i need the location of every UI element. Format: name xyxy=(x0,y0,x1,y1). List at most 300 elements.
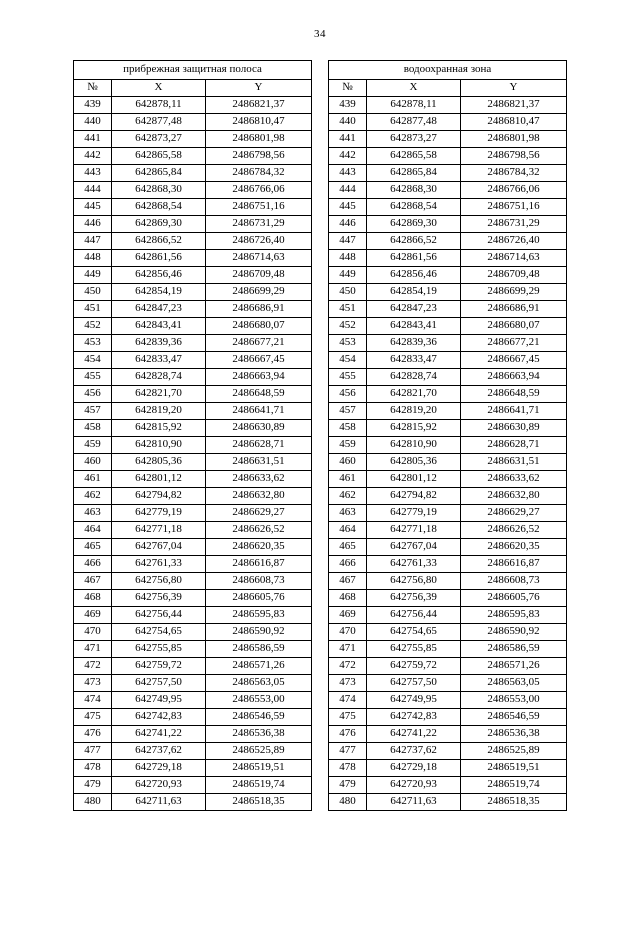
cell-number: 467 xyxy=(329,573,367,590)
cell-number: 465 xyxy=(329,539,367,556)
cell-x: 642720,93 xyxy=(367,777,461,794)
table-row xyxy=(329,403,567,420)
cell-number: 445 xyxy=(329,199,367,216)
cell-number: 443 xyxy=(329,165,367,182)
cell-y: 2486631,51 xyxy=(206,454,312,471)
cell-y: 2486630,89 xyxy=(461,420,567,437)
table-row xyxy=(329,726,567,743)
table-body-right xyxy=(329,97,567,811)
table-row xyxy=(329,437,567,454)
cell-x: 642805,36 xyxy=(367,454,461,471)
cell-y: 2486626,52 xyxy=(461,522,567,539)
cell-x: 642720,93 xyxy=(112,777,206,794)
table-row xyxy=(74,726,312,743)
table-row xyxy=(74,607,312,624)
cell-y: 2486608,73 xyxy=(206,573,312,590)
cell-number: 447 xyxy=(329,233,367,250)
table-row xyxy=(329,148,567,165)
cell-number: 466 xyxy=(74,556,112,573)
cell-number: 470 xyxy=(74,624,112,641)
cell-number: 444 xyxy=(74,182,112,199)
table-row xyxy=(329,522,567,539)
cell-x: 642828,74 xyxy=(112,369,206,386)
table-row xyxy=(74,624,312,641)
cell-y: 2486605,76 xyxy=(206,590,312,607)
cell-x: 642801,12 xyxy=(367,471,461,488)
table-row xyxy=(74,590,312,607)
cell-x: 642868,30 xyxy=(367,182,461,199)
cell-number: 452 xyxy=(74,318,112,335)
cell-y: 2486709,48 xyxy=(206,267,312,284)
cell-number: 453 xyxy=(74,335,112,352)
table-row xyxy=(329,454,567,471)
cell-number: 448 xyxy=(329,250,367,267)
table-row xyxy=(74,182,312,199)
cell-x: 642865,58 xyxy=(367,148,461,165)
cell-y: 2486553,00 xyxy=(206,692,312,709)
table-row xyxy=(74,148,312,165)
cell-y: 2486633,62 xyxy=(206,471,312,488)
cell-number: 439 xyxy=(329,97,367,114)
cell-x: 642755,85 xyxy=(367,641,461,658)
cell-x: 642828,74 xyxy=(367,369,461,386)
cell-y: 2486677,21 xyxy=(461,335,567,352)
cell-number: 461 xyxy=(329,471,367,488)
cell-x: 642821,70 xyxy=(367,386,461,403)
cell-x: 642749,95 xyxy=(112,692,206,709)
table-row xyxy=(74,675,312,692)
cell-number: 477 xyxy=(329,743,367,760)
table-row xyxy=(329,471,567,488)
cell-x: 642805,36 xyxy=(112,454,206,471)
cell-number: 469 xyxy=(74,607,112,624)
cell-x: 642815,92 xyxy=(367,420,461,437)
cell-x: 642865,84 xyxy=(367,165,461,182)
cell-y: 2486801,98 xyxy=(206,131,312,148)
cell-y: 2486631,51 xyxy=(461,454,567,471)
cell-x: 642819,20 xyxy=(367,403,461,420)
table-row xyxy=(329,267,567,284)
cell-y: 2486563,05 xyxy=(206,675,312,692)
cell-x: 642756,39 xyxy=(367,590,461,607)
cell-y: 2486629,27 xyxy=(461,505,567,522)
cell-number: 447 xyxy=(74,233,112,250)
cell-x: 642873,27 xyxy=(367,131,461,148)
column-header-y: Y xyxy=(206,80,312,97)
table-caption-row xyxy=(329,61,567,80)
table-row xyxy=(74,709,312,726)
cell-number: 467 xyxy=(74,573,112,590)
table-row xyxy=(329,590,567,607)
cell-x: 642771,18 xyxy=(367,522,461,539)
table-row xyxy=(329,573,567,590)
cell-number: 454 xyxy=(74,352,112,369)
cell-number: 453 xyxy=(329,335,367,352)
cell-y: 2486571,26 xyxy=(206,658,312,675)
cell-x: 642821,70 xyxy=(112,386,206,403)
table-row xyxy=(329,709,567,726)
cell-number: 471 xyxy=(74,641,112,658)
cell-y: 2486605,76 xyxy=(461,590,567,607)
cell-number: 469 xyxy=(329,607,367,624)
cell-number: 455 xyxy=(74,369,112,386)
cell-number: 459 xyxy=(74,437,112,454)
table-row xyxy=(329,556,567,573)
cell-number: 451 xyxy=(74,301,112,318)
table-row xyxy=(74,641,312,658)
cell-number: 456 xyxy=(329,386,367,403)
cell-x: 642833,47 xyxy=(112,352,206,369)
table-row xyxy=(329,318,567,335)
cell-number: 439 xyxy=(74,97,112,114)
cell-x: 642742,83 xyxy=(367,709,461,726)
table-row xyxy=(74,760,312,777)
cell-number: 442 xyxy=(329,148,367,165)
cell-x: 642865,58 xyxy=(112,148,206,165)
cell-y: 2486586,59 xyxy=(461,641,567,658)
cell-x: 642779,19 xyxy=(367,505,461,522)
cell-y: 2486620,35 xyxy=(461,539,567,556)
cell-number: 462 xyxy=(329,488,367,505)
cell-x: 642878,11 xyxy=(112,97,206,114)
cell-y: 2486546,59 xyxy=(206,709,312,726)
cell-y: 2486686,91 xyxy=(206,301,312,318)
table-row xyxy=(329,760,567,777)
cell-x: 642711,63 xyxy=(112,794,206,811)
cell-x: 642868,30 xyxy=(112,182,206,199)
cell-x: 642801,12 xyxy=(112,471,206,488)
table-row xyxy=(74,386,312,403)
cell-y: 2486629,27 xyxy=(206,505,312,522)
cell-x: 642843,41 xyxy=(367,318,461,335)
table-row xyxy=(329,743,567,760)
table-row xyxy=(74,267,312,284)
cell-number: 452 xyxy=(329,318,367,335)
table-row xyxy=(329,488,567,505)
cell-x: 642729,18 xyxy=(112,760,206,777)
cell-number: 440 xyxy=(329,114,367,131)
cell-y: 2486663,94 xyxy=(206,369,312,386)
cell-number: 463 xyxy=(329,505,367,522)
cell-number: 463 xyxy=(74,505,112,522)
cell-y: 2486714,63 xyxy=(461,250,567,267)
cell-number: 451 xyxy=(329,301,367,318)
table-pribrezhnaya-zashchitnaya-polosa xyxy=(73,60,312,811)
cell-number: 477 xyxy=(74,743,112,760)
cell-number: 468 xyxy=(329,590,367,607)
cell-y: 2486784,32 xyxy=(461,165,567,182)
table-row xyxy=(329,131,567,148)
cell-y: 2486632,80 xyxy=(461,488,567,505)
column-header-x: X xyxy=(367,80,461,97)
cell-number: 473 xyxy=(74,675,112,692)
table-row xyxy=(74,369,312,386)
table-caption-row xyxy=(74,61,312,80)
cell-number: 454 xyxy=(329,352,367,369)
cell-x: 642856,46 xyxy=(112,267,206,284)
table-row xyxy=(329,284,567,301)
cell-y: 2486731,29 xyxy=(461,216,567,233)
table-row xyxy=(329,692,567,709)
cell-number: 460 xyxy=(329,454,367,471)
cell-x: 642839,36 xyxy=(112,335,206,352)
table-row xyxy=(329,250,567,267)
table-row xyxy=(74,199,312,216)
cell-y: 2486630,89 xyxy=(206,420,312,437)
cell-number: 460 xyxy=(74,454,112,471)
table-row xyxy=(329,658,567,675)
table-row xyxy=(329,182,567,199)
table-row xyxy=(329,165,567,182)
cell-y: 2486810,47 xyxy=(206,114,312,131)
table-row xyxy=(74,318,312,335)
table-row xyxy=(329,777,567,794)
cell-number: 440 xyxy=(74,114,112,131)
cell-x: 642868,54 xyxy=(367,199,461,216)
cell-number: 466 xyxy=(329,556,367,573)
cell-number: 476 xyxy=(74,726,112,743)
cell-x: 642847,23 xyxy=(367,301,461,318)
column-header-y: Y xyxy=(461,80,567,97)
cell-y: 2486595,83 xyxy=(461,607,567,624)
page-number: 34 xyxy=(314,28,326,40)
cell-number: 476 xyxy=(329,726,367,743)
cell-y: 2486616,87 xyxy=(206,556,312,573)
cell-number: 457 xyxy=(329,403,367,420)
cell-y: 2486766,06 xyxy=(206,182,312,199)
cell-y: 2486595,83 xyxy=(206,607,312,624)
cell-number: 444 xyxy=(329,182,367,199)
cell-y: 2486616,87 xyxy=(461,556,567,573)
cell-number: 474 xyxy=(74,692,112,709)
table-row xyxy=(329,539,567,556)
cell-x: 642869,30 xyxy=(112,216,206,233)
table-row xyxy=(329,794,567,811)
table-row xyxy=(74,692,312,709)
cell-x: 642749,95 xyxy=(367,692,461,709)
cell-y: 2486590,92 xyxy=(461,624,567,641)
table-row xyxy=(74,777,312,794)
table-row xyxy=(74,250,312,267)
table-head xyxy=(329,61,567,97)
cell-number: 480 xyxy=(74,794,112,811)
cell-number: 478 xyxy=(329,760,367,777)
cell-y: 2486536,38 xyxy=(206,726,312,743)
cell-y: 2486810,47 xyxy=(461,114,567,131)
cell-x: 642737,62 xyxy=(367,743,461,760)
cell-x: 642737,62 xyxy=(112,743,206,760)
cell-number: 458 xyxy=(329,420,367,437)
cell-number: 450 xyxy=(74,284,112,301)
table-caption: водоохранная зона xyxy=(329,61,567,80)
cell-x: 642854,19 xyxy=(367,284,461,301)
cell-x: 642810,90 xyxy=(112,437,206,454)
table-row xyxy=(74,539,312,556)
cell-number: 456 xyxy=(74,386,112,403)
table-row xyxy=(74,794,312,811)
table-row xyxy=(329,301,567,318)
cell-y: 2486641,71 xyxy=(206,403,312,420)
cell-x: 642843,41 xyxy=(112,318,206,335)
table-row xyxy=(74,658,312,675)
cell-y: 2486626,52 xyxy=(206,522,312,539)
table-row xyxy=(329,641,567,658)
cell-number: 441 xyxy=(329,131,367,148)
table-row xyxy=(329,624,567,641)
cell-x: 642866,52 xyxy=(112,233,206,250)
cell-x: 642861,56 xyxy=(367,250,461,267)
cell-y: 2486680,07 xyxy=(461,318,567,335)
table-row xyxy=(329,216,567,233)
cell-number: 446 xyxy=(74,216,112,233)
cell-y: 2486525,89 xyxy=(461,743,567,760)
cell-number: 479 xyxy=(329,777,367,794)
cell-number: 448 xyxy=(74,250,112,267)
cell-x: 642771,18 xyxy=(112,522,206,539)
cell-y: 2486628,71 xyxy=(206,437,312,454)
table-row xyxy=(74,454,312,471)
table-header-row xyxy=(329,80,567,97)
cell-y: 2486641,71 xyxy=(461,403,567,420)
table-row xyxy=(329,114,567,131)
cell-x: 642756,39 xyxy=(112,590,206,607)
cell-x: 642854,19 xyxy=(112,284,206,301)
cell-x: 642794,82 xyxy=(112,488,206,505)
cell-x: 642754,65 xyxy=(367,624,461,641)
cell-x: 642779,19 xyxy=(112,505,206,522)
cell-x: 642767,04 xyxy=(367,539,461,556)
cell-y: 2486821,37 xyxy=(461,97,567,114)
cell-x: 642815,92 xyxy=(112,420,206,437)
cell-x: 642754,65 xyxy=(112,624,206,641)
cell-y: 2486699,29 xyxy=(461,284,567,301)
table-row xyxy=(74,165,312,182)
cell-number: 462 xyxy=(74,488,112,505)
cell-y: 2486680,07 xyxy=(206,318,312,335)
cell-y: 2486620,35 xyxy=(206,539,312,556)
table-row xyxy=(74,522,312,539)
table-row xyxy=(329,369,567,386)
cell-y: 2486553,00 xyxy=(461,692,567,709)
table-vodoohrannaya-zona xyxy=(328,60,567,811)
cell-number: 475 xyxy=(74,709,112,726)
cell-y: 2486766,06 xyxy=(461,182,567,199)
table-row xyxy=(329,233,567,250)
table-row xyxy=(329,386,567,403)
cell-x: 642877,48 xyxy=(367,114,461,131)
table-body-left xyxy=(74,97,312,811)
cell-x: 642767,04 xyxy=(112,539,206,556)
cell-x: 642741,22 xyxy=(112,726,206,743)
cell-y: 2486519,74 xyxy=(206,777,312,794)
table-row xyxy=(74,335,312,352)
table-row xyxy=(74,114,312,131)
cell-number: 457 xyxy=(74,403,112,420)
cell-y: 2486519,74 xyxy=(461,777,567,794)
cell-x: 642742,83 xyxy=(112,709,206,726)
cell-y: 2486784,32 xyxy=(206,165,312,182)
cell-y: 2486751,16 xyxy=(206,199,312,216)
cell-y: 2486519,51 xyxy=(206,760,312,777)
cell-x: 642877,48 xyxy=(112,114,206,131)
cell-number: 472 xyxy=(329,658,367,675)
cell-x: 642873,27 xyxy=(112,131,206,148)
cell-number: 446 xyxy=(329,216,367,233)
table-row xyxy=(329,420,567,437)
cell-y: 2486628,71 xyxy=(461,437,567,454)
cell-y: 2486798,56 xyxy=(206,148,312,165)
cell-x: 642759,72 xyxy=(367,658,461,675)
cell-y: 2486563,05 xyxy=(461,675,567,692)
cell-y: 2486726,40 xyxy=(206,233,312,250)
cell-x: 642756,44 xyxy=(112,607,206,624)
cell-y: 2486821,37 xyxy=(206,97,312,114)
cell-y: 2486608,73 xyxy=(461,573,567,590)
cell-number: 445 xyxy=(74,199,112,216)
cell-y: 2486751,16 xyxy=(461,199,567,216)
cell-x: 642729,18 xyxy=(367,760,461,777)
cell-number: 459 xyxy=(329,437,367,454)
cell-y: 2486648,59 xyxy=(461,386,567,403)
cell-number: 472 xyxy=(74,658,112,675)
cell-x: 642761,33 xyxy=(112,556,206,573)
cell-x: 642839,36 xyxy=(367,335,461,352)
cell-y: 2486633,62 xyxy=(461,471,567,488)
cell-y: 2486525,89 xyxy=(206,743,312,760)
cell-number: 474 xyxy=(329,692,367,709)
table-row xyxy=(74,284,312,301)
cell-x: 642759,72 xyxy=(112,658,206,675)
cell-x: 642757,50 xyxy=(112,675,206,692)
cell-x: 642711,63 xyxy=(367,794,461,811)
cell-x: 642847,23 xyxy=(112,301,206,318)
cell-y: 2486519,51 xyxy=(461,760,567,777)
cell-number: 464 xyxy=(329,522,367,539)
table-row xyxy=(74,131,312,148)
coordinate-tables-container xyxy=(0,60,640,811)
cell-x: 642756,44 xyxy=(367,607,461,624)
cell-x: 642878,11 xyxy=(367,97,461,114)
table-row xyxy=(74,420,312,437)
cell-number: 464 xyxy=(74,522,112,539)
table-row xyxy=(74,573,312,590)
cell-number: 465 xyxy=(74,539,112,556)
cell-x: 642833,47 xyxy=(367,352,461,369)
table-row xyxy=(74,352,312,369)
cell-x: 642819,20 xyxy=(112,403,206,420)
cell-number: 449 xyxy=(74,267,112,284)
cell-number: 441 xyxy=(74,131,112,148)
cell-number: 468 xyxy=(74,590,112,607)
cell-y: 2486677,21 xyxy=(206,335,312,352)
cell-x: 642869,30 xyxy=(367,216,461,233)
cell-y: 2486801,98 xyxy=(461,131,567,148)
table-row xyxy=(329,505,567,522)
table-row xyxy=(74,437,312,454)
cell-x: 642761,33 xyxy=(367,556,461,573)
cell-x: 642741,22 xyxy=(367,726,461,743)
cell-number: 443 xyxy=(74,165,112,182)
cell-number: 455 xyxy=(329,369,367,386)
table-row xyxy=(329,199,567,216)
cell-y: 2486536,38 xyxy=(461,726,567,743)
table-row xyxy=(74,301,312,318)
cell-y: 2486648,59 xyxy=(206,386,312,403)
cell-y: 2486518,35 xyxy=(461,794,567,811)
table-row xyxy=(74,216,312,233)
cell-number: 470 xyxy=(329,624,367,641)
table-row xyxy=(74,97,312,114)
